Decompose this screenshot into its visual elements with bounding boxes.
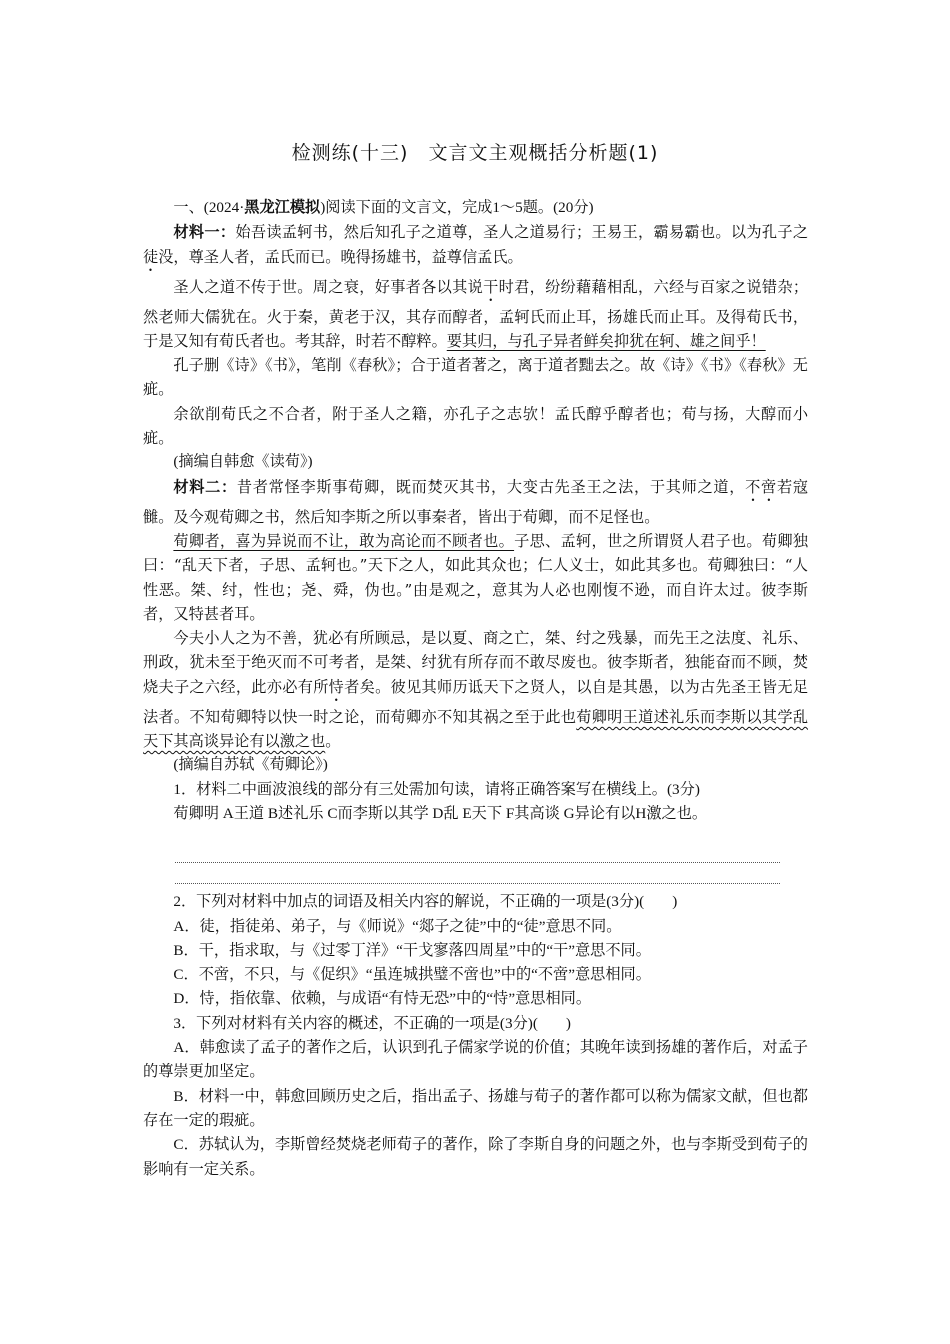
- material2-para1: 材料二：昔者常怪李斯事荀卿，既而焚灭其书，大变古先圣王之法，于其师之道，不啻若寇雠。及今观荀卿之书，然后知李斯之所以事秦者，皆出于荀卿，而不足怪也。: [143, 477, 809, 526]
- page-title: 检测练(十三) 文言文主观概括分析题(1): [291, 142, 659, 164]
- material1-para1: 材料一：始吾读孟轲书，然后知孔子之道尊，圣人之道易行；王易王，霸易霸也。以为孔子之徒没，尊圣人者，孟氏而已。晚得扬雄书，益尊信孟氏。: [143, 223, 809, 266]
- question-2: 2．下列对材料中加点的词语及相关内容的解说，不正确的一项是(3分)( ): [173, 893, 678, 911]
- question-3: 3．下列对材料有关内容的概述，不正确的一项是(3分)( ): [173, 1014, 571, 1032]
- question-3-option-a: A．韩愈读了孟子的著作之后，认识到孔子儒家学说的价值；其晚年读到扬雄的著作后，对孟子的尊崇更加坚定。: [143, 1039, 808, 1081]
- section-intro: 一、(2024·黑龙江模拟)阅读下面的文言文，完成1～5题。(20分): [173, 199, 594, 216]
- question-1: 1．材料二中画波浪线的部分有三处需加句读，请将正确答案写在横线上。(3分): [173, 780, 700, 798]
- dotted-word-buchi: 不啻: [745, 477, 777, 496]
- question-2-option-b: B．干，指求取，与《过零丁洋》“干戈寥落四周星”中的“干”意思不同。: [173, 941, 651, 959]
- document-body: [143, 196, 808, 1182]
- material1-para3: 孔子删《诗》《书》，笔削《春秋》；合于道者著之，离于道者黜去之。故《诗》《书》《春秋》无疵。: [143, 356, 808, 399]
- dotted-word-tu: 徒: [143, 247, 159, 266]
- question-3-option-c: C．苏轼认为，李斯曾经焚烧老师荀子的著作，除了李斯自身的问题之外，也与李斯受到荀子的影响有一定关系。: [143, 1136, 808, 1178]
- material1-para2: 圣人之道不传于世。周之衰，好事者各以其说干时君，纷纷藉藉相乱，六经与百家之说错杂；然老师大儒犹在。火于秦，黄老于汉，其存而醇者，孟轲氏而止耳，扬雄氏而止耳。及得荀氏书，于是又知有荀氏者也。考其辞，时若不醇粹。要其归，与孔子异者鲜矣抑犹在轲、雄之间乎！: [143, 277, 809, 350]
- intro-source: 黑龙江模拟: [244, 199, 321, 216]
- material2-label: 材料二：: [173, 477, 237, 496]
- material1-source: (摘编自韩愈《读荀》): [173, 453, 313, 471]
- question-1-options: 荀卿明 A王道 B述礼乐 C而李斯以其学 D乱 E天下 F其高谈 G异论有以H激之也。: [173, 804, 708, 822]
- answer-line[interactable]: [175, 863, 780, 884]
- question-2-option-a: A．徒，指徒弟、弟子，与《师说》“郯子之徒”中的“徒”意思不同。: [173, 917, 622, 935]
- material1-para4: 余欲削荀氏之不合者，附于圣人之籍，亦孔子之志欤！孟氏醇乎醇者也；荀与扬，大醇而小疵。: [143, 404, 808, 448]
- question-2-option-d: D．恃，指依靠、依赖，与成语“有恃无恐”中的“恃”意思相同。: [173, 990, 592, 1008]
- dotted-word-shi: 恃: [328, 677, 345, 696]
- material1-label: 材料一：: [173, 223, 236, 242]
- material2-para2: 荀卿者，喜为异说而不让，敢为高论而不顾者也。子思、孟轲，世之所谓贤人君子也。荀卿独曰：“乱天下者，子思、孟轲也。”天下之人，如此其众也；仁人义士，如此其多也。荀卿独曰：“人性恶。桀、纣，性也；尧、舜，伪也。”由是观之，意其为人必也刚愎不逊，而自许太过。彼李斯者，又特甚者耳。: [143, 531, 809, 623]
- wavy-underlined-sentence: 荀卿明王道述礼乐而李斯以其学乱天下其高谈异论有以激之也: [143, 707, 809, 751]
- underlined-sentence-1: 要其归，与孔子异者鲜矣抑犹在轲、雄之间乎！: [446, 331, 766, 350]
- question-3-option-b: B．材料一中，韩愈回顾历史之后，指出孟子、扬雄与荀子的著作都可以称为儒家文献，但也都存在一定的瑕疵。: [143, 1087, 808, 1129]
- material2-para3: 今夫小人之为不善，犹必有所顾忌，是以夏、商之亡，桀、纣之残暴，而先王之法度、礼乐、刑政，犹未至于绝灭而不可考者，是桀、纣犹有所存而不敢尽废也。彼李斯者，独能奋而不顾，焚烧夫子之六经，此亦必有所恃者矣。彼见其师历诋天下之贤人，以自是其愚，以为古先圣王皆无足法者。不知荀卿特以快一时之论，而荀卿亦不知其祸之至于此也荀卿明王道述礼乐而李斯以其学乱天下其高谈异论有以激之也。: [143, 629, 809, 751]
- underlined-sentence-2: 荀卿者，喜为异说而不让，敢为高论而不顾者也。: [173, 531, 515, 550]
- question-2-option-c: C．不啻，不只，与《促织》“虽连城拱璧不啻也”中的“不啻”意思相同。: [173, 966, 651, 984]
- material2-source: (摘编自苏轼《荀卿论》): [173, 756, 328, 774]
- answer-line[interactable]: [175, 842, 780, 863]
- dotted-word-gan: 干: [483, 277, 499, 296]
- answer-lines[interactable]: [175, 842, 780, 884]
